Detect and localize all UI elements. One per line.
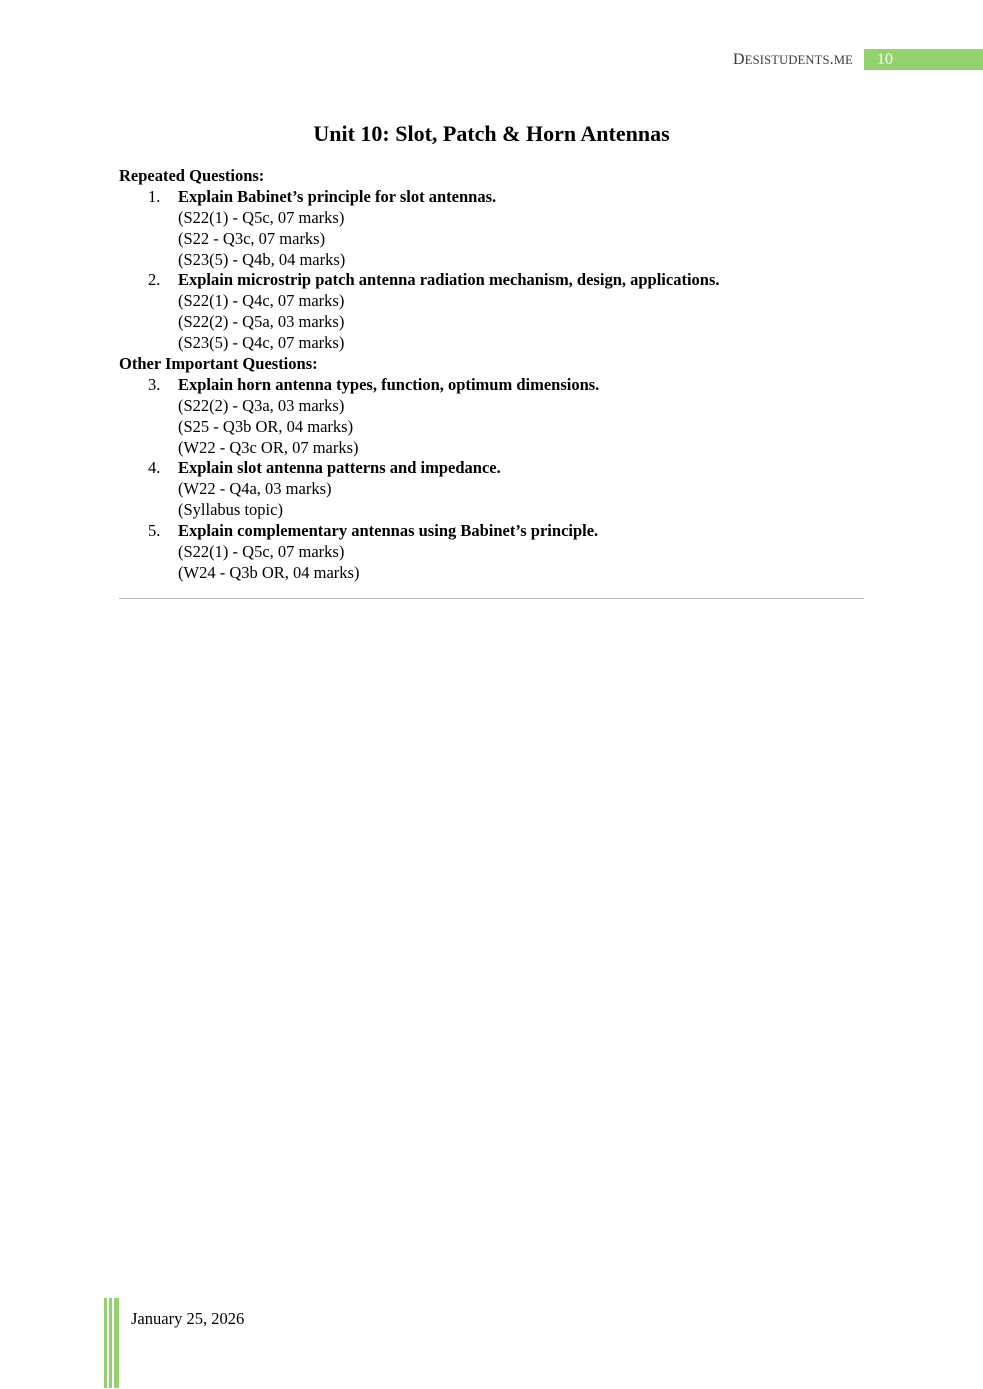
question-list [119,166,864,584]
question-text: Explain Babinet’s principle for slot antennas. [178,186,497,206]
footer-bar [114,1298,119,1388]
question-number: 3. [148,374,161,394]
question-item [119,187,864,208]
footer-accent-bars [104,1298,120,1388]
question-reference: (S22(1) - Q4c, 07 marks) [178,291,345,311]
footer-date: January 25, 2026 [131,1309,245,1328]
site-name-dot: . [829,51,834,68]
question-reference: (S22 - Q3c, 07 marks) [178,228,326,248]
question-text: Explain slot antenna patterns and impedance. [178,458,501,478]
question-reference: (S23(5) - Q4c, 07 marks) [178,333,345,353]
question-reference: (W22 - Q3c OR, 07 marks) [178,437,359,457]
question-reference: (Syllabus topic) [178,500,283,520]
question-item [119,270,864,291]
question-reference: (W24 - Q3b OR, 04 marks) [178,562,360,582]
question-item [119,458,864,479]
question-reference: (S25 - Q3b OR, 04 marks) [178,416,354,436]
page-title: Unit 10: Slot, Patch & Horn Antennas [313,121,670,146]
question-item [119,521,864,542]
question-reference: (W22 - Q4a, 03 marks) [178,479,332,499]
question-text: Explain horn antenna types, function, optimum dimensions. [178,374,600,394]
question-number: 2. [148,270,161,290]
section-heading: Other Important Questions: [119,354,318,374]
page-number-box [864,49,983,70]
question-number: 1. [148,186,161,206]
site-name-rest: ESISTUDENTS [744,53,830,67]
header-site-name [640,50,853,70]
question-reference: (S22(2) - Q5a, 03 marks) [178,312,345,332]
footer-bar [109,1298,112,1388]
page-number: 10 [877,51,893,68]
site-name-initial: D [733,51,745,68]
question-reference: (S22(1) - Q5c, 07 marks) [178,542,345,562]
horizontal-rule [119,598,864,599]
question-reference: (S22(2) - Q3a, 03 marks) [178,395,345,415]
question-item [119,375,864,396]
question-text: Explain microstrip patch antenna radiation mechanism, design, applications. [178,270,720,290]
question-text: Explain complementary antennas using Babinet’s principle. [178,521,599,541]
site-name-tld: ME [833,53,853,67]
section-heading: Repeated Questions: [119,166,265,185]
question-reference: (S23(5) - Q4b, 04 marks) [178,249,346,269]
question-number: 4. [148,458,161,478]
question-number: 5. [148,521,161,541]
question-reference: (S22(1) - Q5c, 07 marks) [178,207,345,227]
footer-bar [104,1298,107,1388]
